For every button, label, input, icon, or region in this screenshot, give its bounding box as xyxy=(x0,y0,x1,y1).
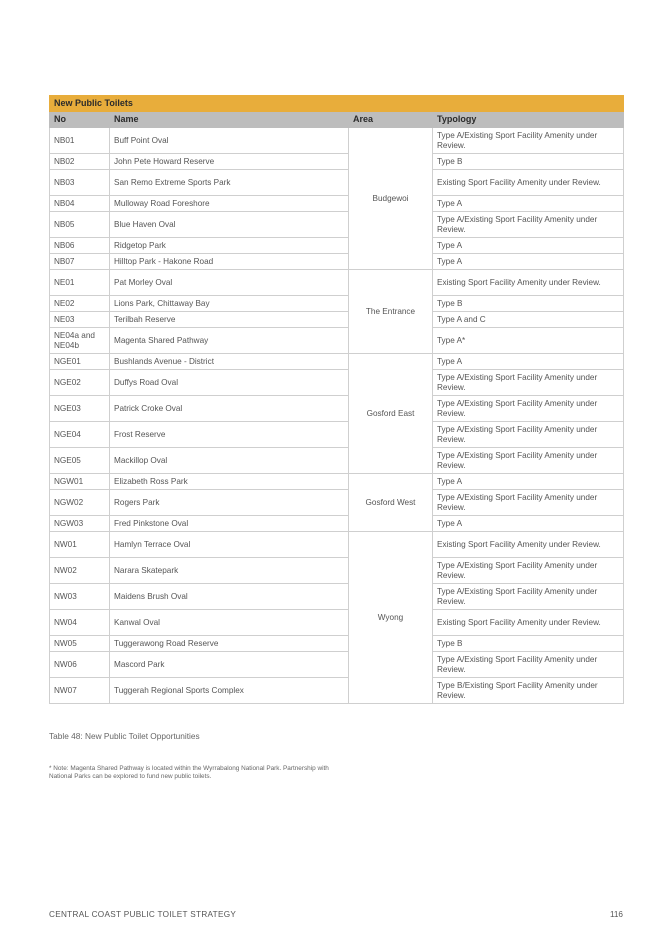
cell-typology: Type B/Existing Sport Facility Amenity under Review. xyxy=(433,678,624,704)
cell-no: NE04a and NE04b xyxy=(50,328,110,354)
cell-area: Gosford East xyxy=(349,354,433,474)
cell-typology: Type A xyxy=(433,516,624,532)
cell-typology: Type A xyxy=(433,238,624,254)
page-number: 116 xyxy=(609,910,623,919)
cell-typology: Existing Sport Facility Amenity under Review. xyxy=(433,270,624,296)
cell-no: NW03 xyxy=(50,584,110,610)
cell-no: NW04 xyxy=(50,610,110,636)
table-row xyxy=(50,270,624,296)
cell-no: NW05 xyxy=(50,636,110,652)
table-row xyxy=(50,422,624,448)
table-row xyxy=(50,328,624,354)
cell-name: Bushlands Avenue - District xyxy=(110,354,349,370)
table-row xyxy=(50,474,624,490)
cell-typology: Type A/Existing Sport Facility Amenity under Review. xyxy=(433,396,624,422)
cell-typology: Type A/Existing Sport Facility Amenity under Review. xyxy=(433,370,624,396)
cell-no: NW02 xyxy=(50,558,110,584)
cell-name: Narara Skatepark xyxy=(110,558,349,584)
cell-name: Lions Park, Chittaway Bay xyxy=(110,296,349,312)
table-row xyxy=(50,312,624,328)
cell-typology: Type A/Existing Sport Facility Amenity under Review. xyxy=(433,652,624,678)
cell-typology: Type A/Existing Sport Facility Amenity under Review. xyxy=(433,448,624,474)
table-caption: Table 48: New Public Toilet Opportunities xyxy=(49,731,200,741)
table-row xyxy=(50,370,624,396)
table-row xyxy=(50,516,624,532)
cell-name: Fred Pinkstone Oval xyxy=(110,516,349,532)
cell-name: Mascord Park xyxy=(110,652,349,678)
cell-typology: Type A xyxy=(433,354,624,370)
cell-no: NGW01 xyxy=(50,474,110,490)
cell-no: NGE05 xyxy=(50,448,110,474)
table-row xyxy=(50,170,624,196)
header-typology: Typology xyxy=(433,112,624,128)
table-body xyxy=(50,128,624,704)
cell-no: NB03 xyxy=(50,170,110,196)
cell-typology: Existing Sport Facility Amenity under Review. xyxy=(433,610,624,636)
cell-no: NGE01 xyxy=(50,354,110,370)
cell-name: Hilltop Park - Hakone Road xyxy=(110,254,349,270)
cell-name: Rogers Park xyxy=(110,490,349,516)
table-row xyxy=(50,354,624,370)
cell-name: Magenta Shared Pathway xyxy=(110,328,349,354)
cell-no: NW07 xyxy=(50,678,110,704)
header-no: No xyxy=(50,112,110,128)
cell-typology: Type A and C xyxy=(433,312,624,328)
new-public-toilets-table xyxy=(49,95,624,704)
cell-typology: Type A/Existing Sport Facility Amenity under Review. xyxy=(433,212,624,238)
cell-typology: Type B xyxy=(433,296,624,312)
cell-name: Tuggerah Regional Sports Complex xyxy=(110,678,349,704)
table-title: New Public Toilets xyxy=(50,96,624,112)
cell-name: Terilbah Reserve xyxy=(110,312,349,328)
cell-no: NB07 xyxy=(50,254,110,270)
cell-no: NW01 xyxy=(50,532,110,558)
cell-name: San Remo Extreme Sports Park xyxy=(110,170,349,196)
cell-no: NW06 xyxy=(50,652,110,678)
cell-typology: Type A/Existing Sport Facility Amenity under Review. xyxy=(433,490,624,516)
cell-area: Budgewoi xyxy=(349,128,433,270)
cell-no: NGE02 xyxy=(50,370,110,396)
table-row xyxy=(50,584,624,610)
cell-no: NB05 xyxy=(50,212,110,238)
cell-name: Mulloway Road Foreshore xyxy=(110,196,349,212)
cell-no: NGW03 xyxy=(50,516,110,532)
cell-name: Ridgetop Park xyxy=(110,238,349,254)
cell-no: NGW02 xyxy=(50,490,110,516)
cell-typology: Existing Sport Facility Amenity under Review. xyxy=(433,170,624,196)
cell-typology: Type A xyxy=(433,474,624,490)
cell-typology: Type A* xyxy=(433,328,624,354)
cell-typology: Type B xyxy=(433,636,624,652)
footnote: * Note: Magenta Shared Pathway is located within the Wyrrabalong National Park. Partnership with National Parks can be explored to fund new public toilets. xyxy=(49,765,329,780)
header-name: Name xyxy=(110,112,349,128)
cell-name: Pat Morley Oval xyxy=(110,270,349,296)
table-row xyxy=(50,212,624,238)
cell-name: Kanwal Oval xyxy=(110,610,349,636)
table-row xyxy=(50,196,624,212)
cell-name: Hamlyn Terrace Oval xyxy=(110,532,349,558)
header-area: Area xyxy=(349,112,433,128)
table-row xyxy=(50,296,624,312)
cell-typology: Type A/Existing Sport Facility Amenity under Review. xyxy=(433,422,624,448)
cell-area: Wyong xyxy=(349,532,433,704)
table-row xyxy=(50,610,624,636)
table-row xyxy=(50,254,624,270)
cell-name: Duffys Road Oval xyxy=(110,370,349,396)
cell-typology: Type A xyxy=(433,254,624,270)
footer-title: CENTRAL COAST PUBLIC TOILET STRATEGY xyxy=(49,910,237,919)
table-row xyxy=(50,532,624,558)
table-row xyxy=(50,396,624,422)
cell-name: John Pete Howard Reserve xyxy=(110,154,349,170)
cell-typology: Type A xyxy=(433,196,624,212)
cell-typology: Type A/Existing Sport Facility Amenity under Review. xyxy=(433,584,624,610)
cell-name: Tuggerawong Road Reserve xyxy=(110,636,349,652)
cell-no: NB04 xyxy=(50,196,110,212)
cell-name: Blue Haven Oval xyxy=(110,212,349,238)
cell-no: NB01 xyxy=(50,128,110,154)
cell-no: NB06 xyxy=(50,238,110,254)
cell-name: Patrick Croke Oval xyxy=(110,396,349,422)
cell-name: Buff Point Oval xyxy=(110,128,349,154)
cell-typology: Type B xyxy=(433,154,624,170)
cell-name: Elizabeth Ross Park xyxy=(110,474,349,490)
cell-typology: Type A/Existing Sport Facility Amenity under Review. xyxy=(433,558,624,584)
table-row xyxy=(50,652,624,678)
cell-name: Maidens Brush Oval xyxy=(110,584,349,610)
cell-area: The Entrance xyxy=(349,270,433,354)
cell-no: NE01 xyxy=(50,270,110,296)
table-row xyxy=(50,636,624,652)
cell-no: NE03 xyxy=(50,312,110,328)
cell-name: Frost Reserve xyxy=(110,422,349,448)
cell-no: NE02 xyxy=(50,296,110,312)
cell-name: Mackillop Oval xyxy=(110,448,349,474)
cell-no: NGE04 xyxy=(50,422,110,448)
cell-typology: Type A/Existing Sport Facility Amenity under Review. xyxy=(433,128,624,154)
table-row xyxy=(50,238,624,254)
table-row xyxy=(50,558,624,584)
table-row xyxy=(50,448,624,474)
table-row xyxy=(50,128,624,154)
cell-area: Gosford West xyxy=(349,474,433,532)
cell-no: NGE03 xyxy=(50,396,110,422)
table-row xyxy=(50,154,624,170)
cell-no: NB02 xyxy=(50,154,110,170)
table-row xyxy=(50,678,624,704)
table-row xyxy=(50,490,624,516)
cell-typology: Existing Sport Facility Amenity under Review. xyxy=(433,532,624,558)
